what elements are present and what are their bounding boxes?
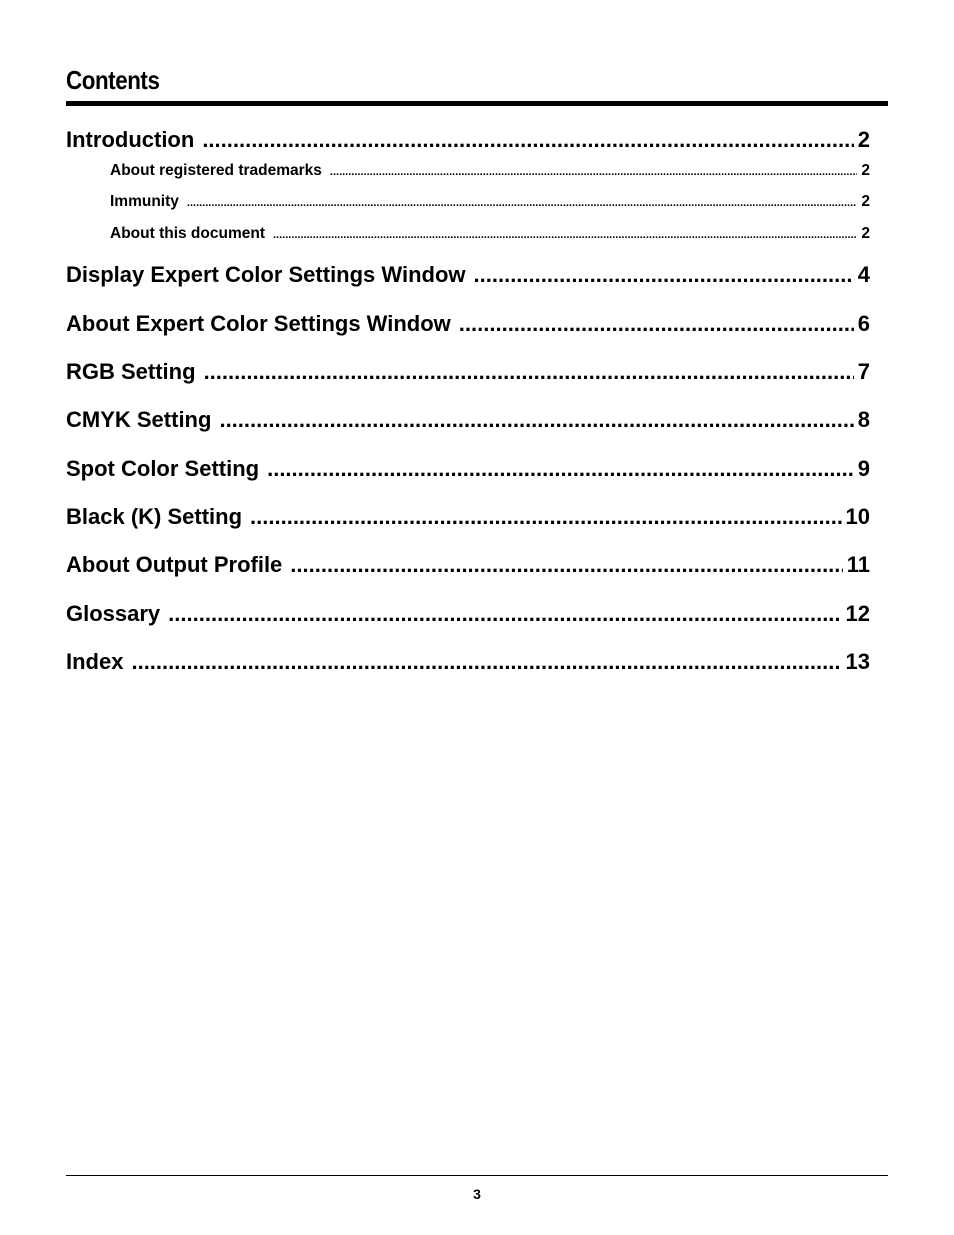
toc-entry-label: Glossary	[66, 601, 161, 626]
dot-leader	[474, 261, 854, 289]
toc-entry-index[interactable]	[66, 648, 870, 676]
dot-leader	[273, 225, 857, 245]
footer-divider	[66, 1175, 888, 1176]
dot-leader	[459, 310, 854, 338]
toc-entry-spot-color-setting[interactable]	[66, 455, 870, 483]
dot-leader	[187, 193, 857, 213]
page-number: 3	[473, 1186, 481, 1202]
toc-entry-page: 2	[857, 127, 870, 152]
toc-entry-rgb-setting[interactable]	[66, 358, 870, 386]
toc-entry-label: Black (K) Setting	[66, 504, 243, 529]
toc-entry-about-registered-trademarks[interactable]	[110, 161, 870, 182]
toc-entry-page: 11	[846, 552, 870, 577]
toc-entry-label: CMYK Setting	[66, 407, 212, 432]
toc-entry-about-output-profile[interactable]	[66, 551, 870, 579]
toc-entry-page: 12	[845, 601, 870, 626]
dot-leader	[290, 551, 842, 579]
dot-leader	[131, 648, 841, 676]
toc-entry-introduction[interactable]	[66, 126, 870, 154]
toc-entry-cmyk-setting[interactable]	[66, 406, 870, 434]
toc-entry-page: 2	[861, 225, 870, 242]
toc-entry-label: About Output Profile	[66, 552, 283, 577]
toc-entry-about-this-document[interactable]	[110, 224, 870, 245]
toc-entry-label: Index	[66, 649, 124, 674]
toc-entry-label: About registered trademarks	[110, 162, 322, 179]
dot-leader	[204, 358, 854, 386]
dot-leader	[168, 600, 841, 628]
toc-entry-about-expert-color-settings-window[interactable]	[66, 310, 870, 338]
toc-entry-label: RGB Setting	[66, 359, 196, 384]
table-of-contents	[66, 0, 870, 1235]
toc-entry-page: 7	[857, 359, 870, 384]
toc-entry-glossary[interactable]	[66, 600, 870, 628]
page-title: Contents	[66, 65, 160, 95]
dot-leader	[267, 455, 854, 483]
dot-leader	[250, 503, 841, 531]
dot-leader	[202, 126, 853, 154]
toc-entry-page: 4	[857, 262, 870, 287]
toc-entry-label: Immunity	[110, 193, 179, 210]
toc-entry-page: 2	[861, 193, 870, 210]
toc-entry-page: 13	[845, 649, 870, 674]
dot-leader	[219, 406, 853, 434]
toc-entry-display-expert-color-settings-window[interactable]	[66, 261, 870, 289]
toc-entry-black-k-setting[interactable]	[66, 503, 870, 531]
toc-entry-label: Display Expert Color Settings Window	[66, 262, 466, 287]
dot-leader	[330, 162, 857, 182]
toc-entry-page: 9	[857, 456, 870, 481]
toc-entry-page: 6	[857, 311, 870, 336]
toc-entry-label: Introduction	[66, 127, 195, 152]
toc-entry-immunity[interactable]	[110, 192, 870, 213]
toc-entry-label: About Expert Color Settings Window	[66, 311, 451, 336]
toc-entry-page: 2	[861, 162, 870, 179]
toc-entry-page: 10	[845, 504, 870, 529]
toc-entry-label: Spot Color Setting	[66, 456, 260, 481]
toc-entry-label: About this document	[110, 225, 265, 242]
toc-entry-page: 8	[857, 407, 870, 432]
